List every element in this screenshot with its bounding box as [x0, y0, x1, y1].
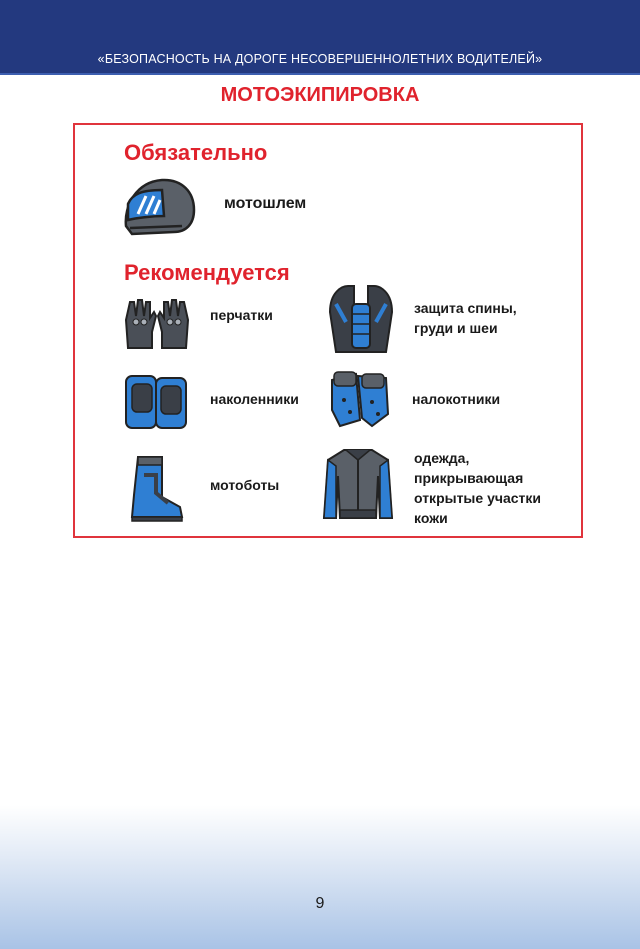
back-protector-icon: [326, 282, 396, 354]
item-gloves-label: перчатки: [210, 307, 273, 323]
item-back-protector-label: [414, 298, 517, 338]
boot-icon: [128, 455, 184, 523]
page-title: МОТОЭКИПИРОВКА: [220, 84, 420, 106]
gloves-icon: [122, 296, 192, 350]
knee-pads-icon: [124, 372, 188, 430]
item-helmet-label: мотошлем: [224, 195, 307, 212]
helmet-icon: [122, 176, 197, 236]
jacket-icon: [322, 446, 394, 522]
item-boot-label: мотоботы: [210, 477, 280, 493]
recommended-title: Рекомендуется: [124, 260, 290, 285]
item-jacket-label: [414, 448, 541, 528]
bottom-gradient: [0, 805, 640, 949]
page-number: 9: [315, 895, 325, 912]
elbow-pads-icon: [328, 370, 392, 428]
item-back-protector-text: защита спины, груди и шеи: [414, 300, 517, 336]
banner-stripe: [0, 73, 640, 75]
series-title: «БЕЗОПАСНОСТЬ НА ДОРОГЕ НЕСОВЕРШЕННОЛЕТНИХ ВОДИТЕЛЕЙ»: [97, 52, 543, 66]
item-jacket-text: одежда, прикрывающая открытые участки кожи: [414, 450, 542, 526]
mandatory-title: Обязательно: [124, 140, 268, 165]
item-knee-pads-label: наколенники: [210, 391, 299, 407]
top-banner: [0, 0, 640, 75]
item-elbow-pads-label: налокотники: [412, 391, 501, 407]
